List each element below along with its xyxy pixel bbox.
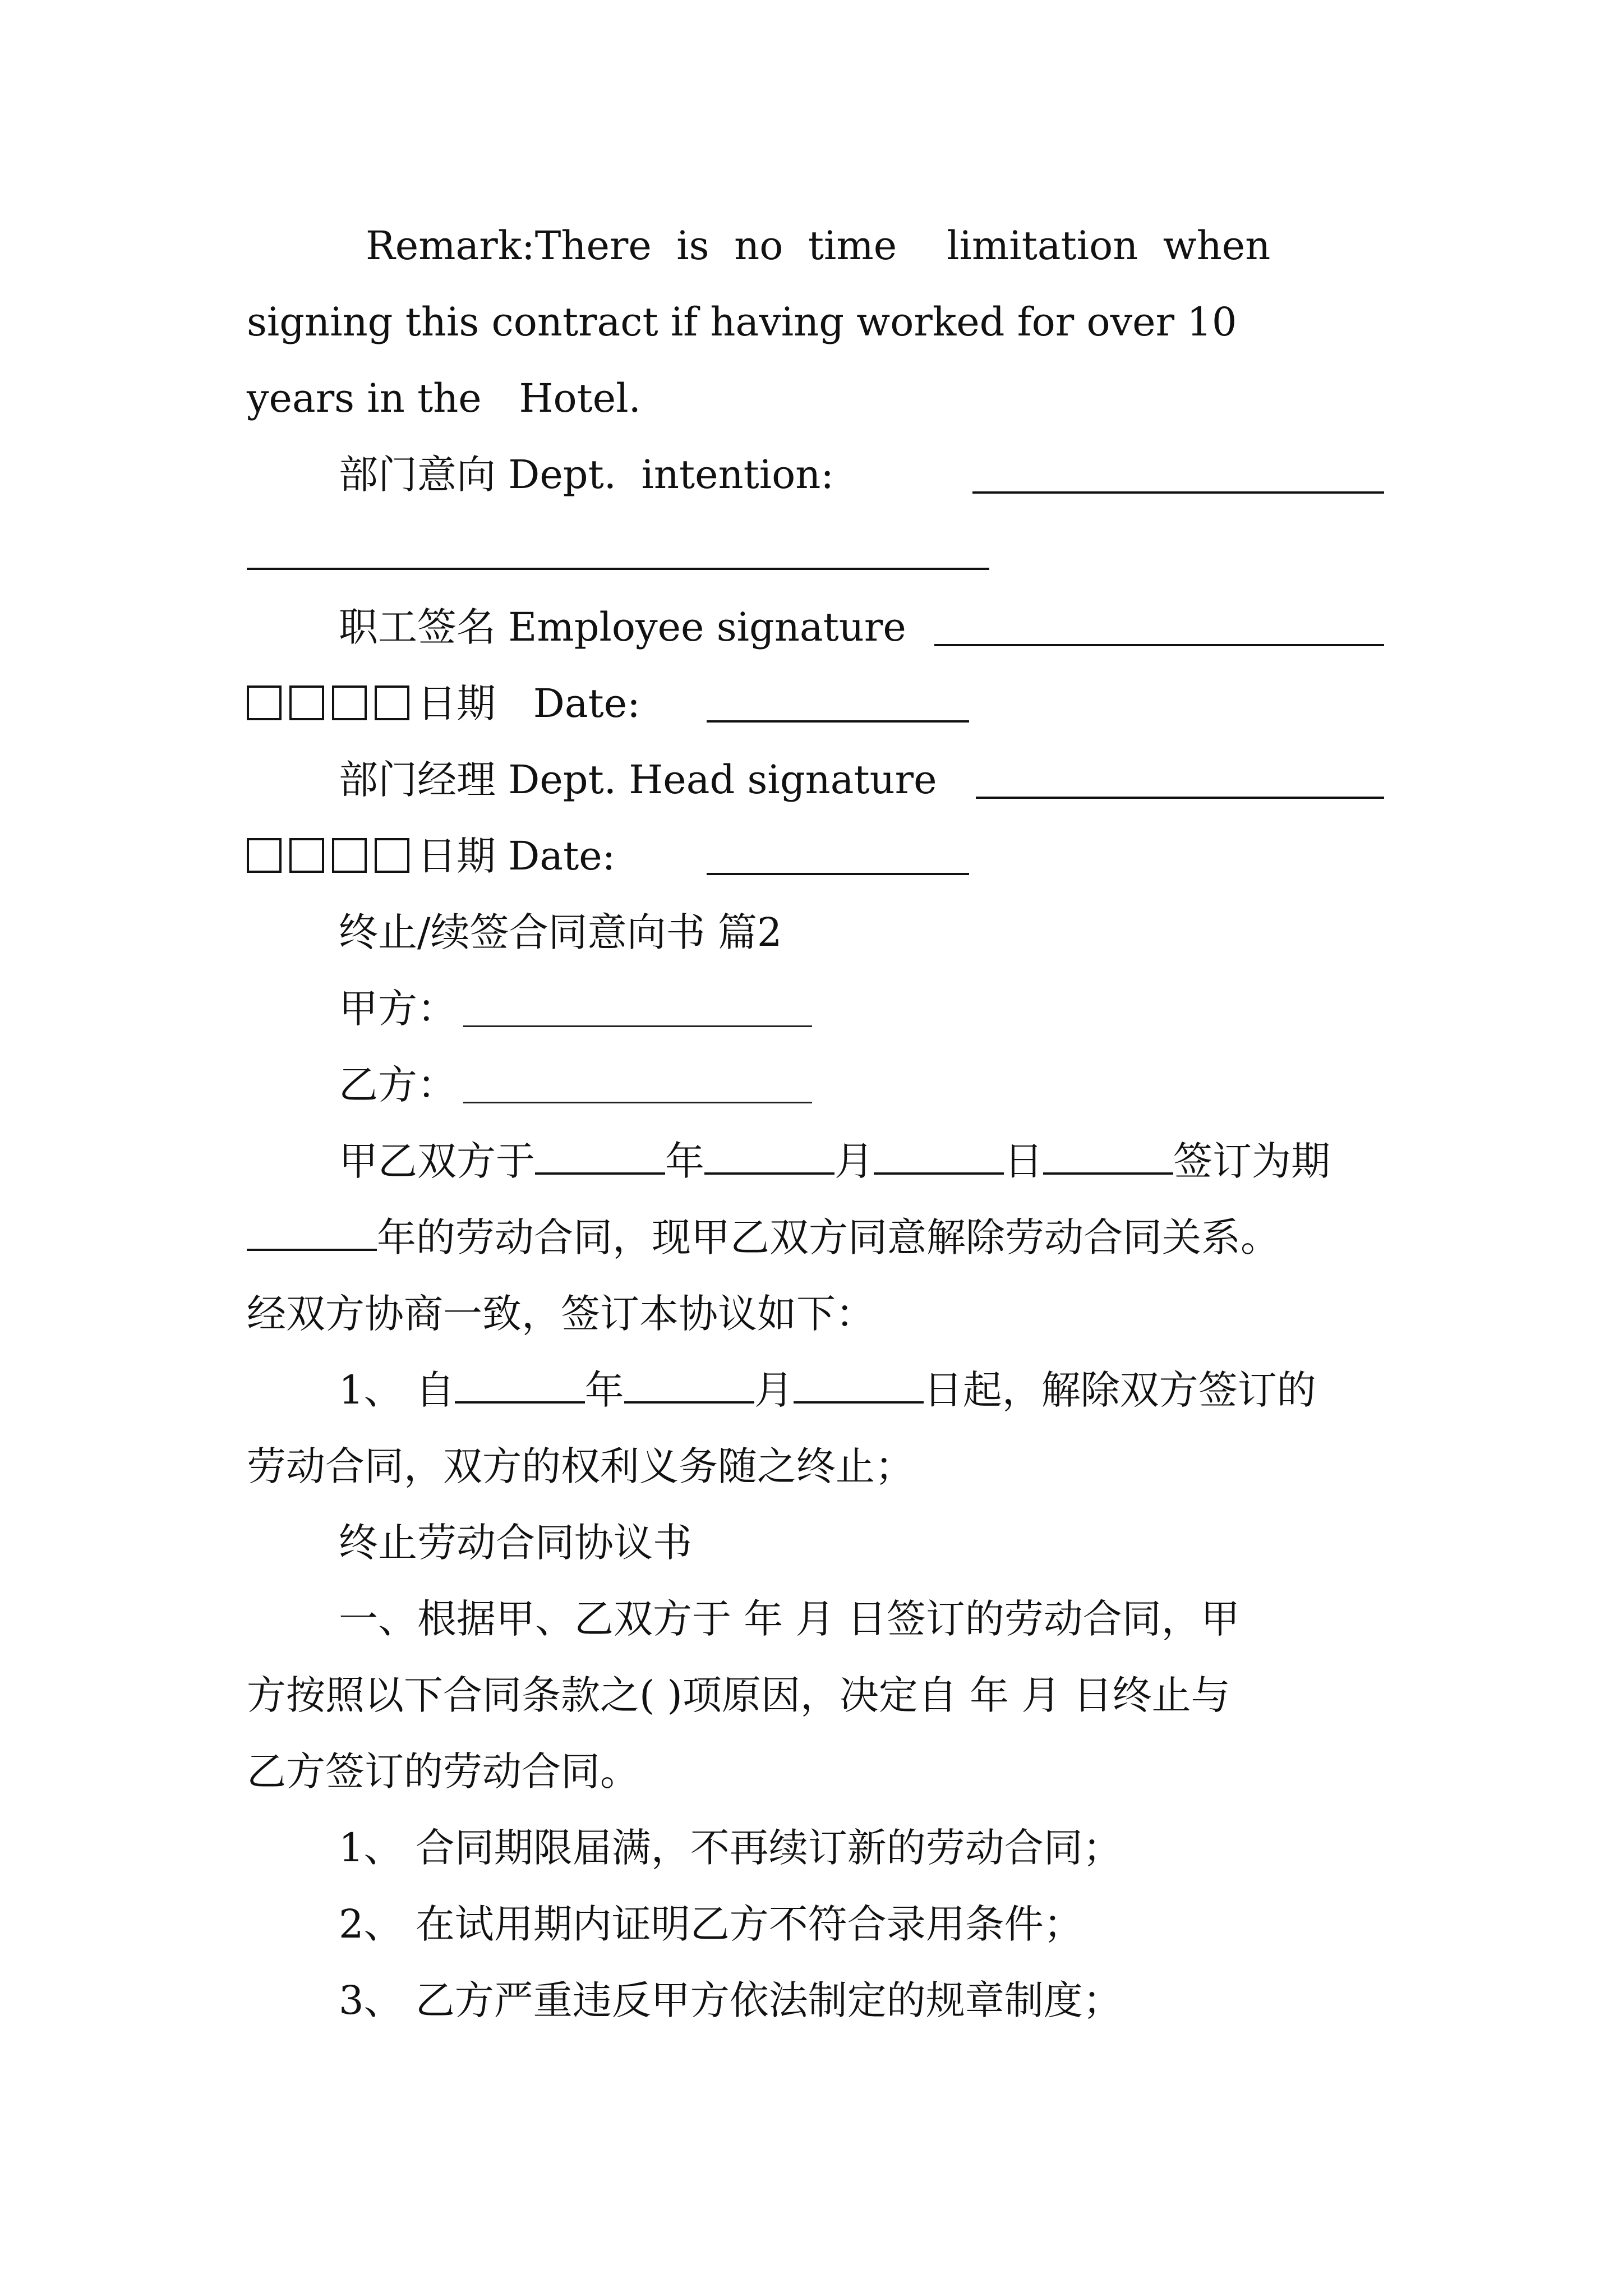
employee-date-row bbox=[247, 675, 640, 731]
dept-intention-blank-continued[interactable] bbox=[247, 568, 989, 570]
remark-line-1: Remark:There is no time limitation when bbox=[366, 223, 1271, 269]
checkbox[interactable] bbox=[332, 685, 367, 720]
employee-signature-blank[interactable] bbox=[934, 644, 1384, 646]
text-segment: 日 bbox=[1004, 1138, 1043, 1184]
checkbox[interactable] bbox=[375, 838, 409, 873]
section2-item1-line2: 劳动合同，双方的权利义务随之终止； bbox=[247, 1443, 914, 1489]
checkbox[interactable] bbox=[332, 838, 367, 873]
checkbox[interactable] bbox=[247, 685, 282, 720]
dept-intention-blank[interactable] bbox=[972, 491, 1384, 494]
section3-item: 3、 乙方严重违反甲方依法制定的规章制度； bbox=[339, 1977, 1122, 2023]
section2-para1-line3: 经双方协商一致，签订本协议如下： bbox=[247, 1291, 875, 1337]
checkbox[interactable] bbox=[289, 838, 324, 873]
checkbox[interactable] bbox=[247, 838, 282, 873]
checkbox[interactable] bbox=[375, 685, 409, 720]
section2-item1-line1 bbox=[339, 1362, 1316, 1418]
head-date-row bbox=[247, 828, 615, 884]
employee-signature-label: 职工签名 Employee signature bbox=[339, 604, 906, 650]
sign-blank[interactable] bbox=[1043, 1140, 1173, 1175]
section3-item: 2、 在试用期内证明乙方不符合录用条件； bbox=[339, 1901, 1083, 1947]
section2-para1-line1 bbox=[339, 1133, 1330, 1189]
dept-intention-label: 部门意向 Dept. intention: bbox=[339, 452, 834, 498]
section2-heading: 终止/续签合同意向书 篇2 bbox=[339, 909, 782, 955]
text-segment: 年 bbox=[584, 1367, 624, 1413]
year-blank[interactable] bbox=[535, 1140, 665, 1175]
text-segment: 月 bbox=[834, 1138, 874, 1184]
head-signature-blank[interactable] bbox=[976, 797, 1384, 799]
party-b-label: 乙方： bbox=[339, 1062, 457, 1108]
remark-line-3: years in the Hotel. bbox=[247, 375, 641, 421]
section2-para1-line2 bbox=[247, 1209, 1280, 1266]
section3-para1-line2: 方按照以下合同条款之( )项原因，决定自 年 月 日终止与 bbox=[247, 1672, 1230, 1718]
month-blank[interactable] bbox=[624, 1369, 754, 1404]
head-date-label: 日期 Date: bbox=[417, 833, 616, 879]
party-a-blank[interactable] bbox=[463, 1025, 812, 1027]
month-blank[interactable] bbox=[704, 1140, 834, 1175]
party-a-label: 甲方： bbox=[339, 986, 457, 1032]
party-b-blank[interactable] bbox=[463, 1102, 812, 1103]
year-blank[interactable] bbox=[455, 1369, 585, 1404]
text-segment: 年的劳动合同，现甲乙双方同意解除劳动合同关系。 bbox=[377, 1214, 1280, 1260]
section3-heading: 终止劳动合同协议书 bbox=[339, 1520, 692, 1566]
text-segment: 签订为期 bbox=[1173, 1138, 1330, 1184]
remark-line-2: signing this contract if having worked for over 10 bbox=[247, 299, 1237, 345]
text-segment: 1、 自 bbox=[339, 1367, 455, 1413]
text-segment: 甲乙双方于 bbox=[339, 1138, 535, 1184]
employee-date-label: 日期 Date: bbox=[417, 680, 640, 726]
section3-para1-line1: 一、根据甲、乙双方于 年 月 日签订的劳动合同，甲 bbox=[339, 1596, 1240, 1642]
section3-item: 1、 合同期限届满，不再续订新的劳动合同； bbox=[339, 1825, 1122, 1871]
text-segment: 月 bbox=[754, 1367, 794, 1413]
section3-para1-line3: 乙方签订的劳动合同。 bbox=[247, 1749, 639, 1795]
employee-date-blank[interactable] bbox=[707, 720, 969, 723]
day-blank[interactable] bbox=[794, 1369, 924, 1404]
head-date-blank[interactable] bbox=[707, 873, 969, 875]
day-blank[interactable] bbox=[874, 1140, 1004, 1175]
text-segment: 年 bbox=[665, 1138, 704, 1184]
head-signature-label: 部门经理 Dept. Head signature bbox=[339, 757, 937, 803]
text-segment: 日起，解除双方签订的 bbox=[923, 1367, 1316, 1413]
term-years-blank[interactable] bbox=[247, 1216, 377, 1251]
checkbox[interactable] bbox=[289, 685, 324, 720]
